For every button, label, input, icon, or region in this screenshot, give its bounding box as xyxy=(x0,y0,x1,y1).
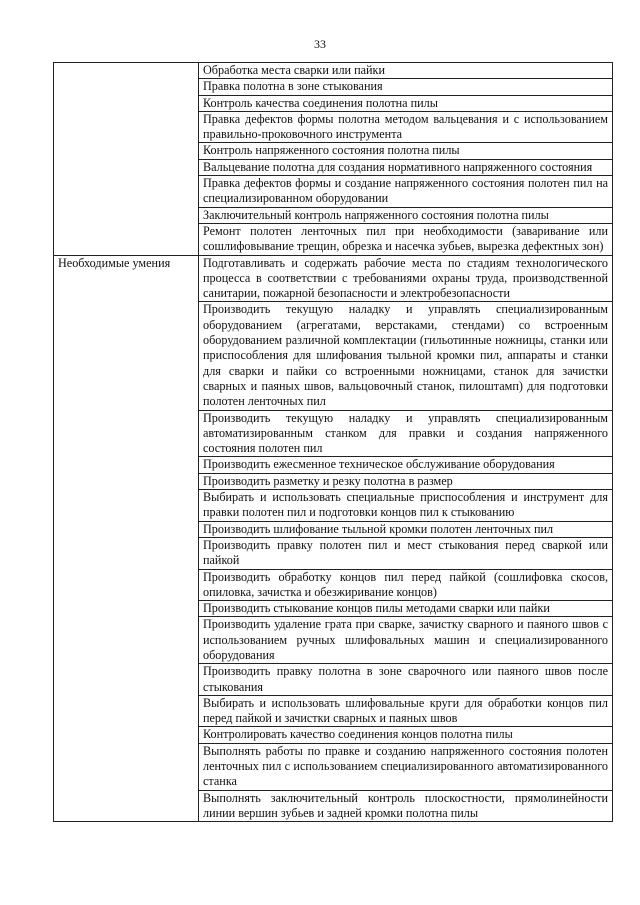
category-cell-empty xyxy=(54,63,199,256)
competency-table xyxy=(53,62,613,822)
item-cell: Производить удаление грата при сварке, зачистку сварного и паяного швов с использованием ручных шлифовальных машин и специализированного оборудования xyxy=(199,617,613,664)
table-row xyxy=(54,63,613,79)
item-cell: Вальцевание полотна для создания нормативного напряженного состояния xyxy=(199,159,613,175)
category-cell: Необходимые умения xyxy=(54,255,199,822)
item-cell: Правка дефектов формы и создание напряженного состояния полотен пил на специализированном оборудовании xyxy=(199,176,613,208)
table-row xyxy=(54,255,613,302)
item-cell: Контролировать качество соединения концов полотна пилы xyxy=(199,727,613,743)
table-body xyxy=(54,63,613,822)
item-cell: Производить обработку концов пил перед пайкой (сошлифовка скосов, опиловка, зачистка и обезжиривание концов) xyxy=(199,569,613,601)
item-cell: Производить стыкование концов пилы методами сварки или пайки xyxy=(199,601,613,617)
item-cell: Подготавливать и содержать рабочие места по стадиям технологического процесса в соответствии с требованиями охраны труда, производственной санитарии, пожарной безопасности и электробезопасности xyxy=(199,255,613,302)
item-cell: Производить шлифование тыльной кромки полотен ленточных пил xyxy=(199,521,613,537)
page-number: 33 xyxy=(314,37,326,51)
item-cell: Контроль качества соединения полотна пилы xyxy=(199,95,613,111)
item-cell: Производить правку полотна в зоне сварочного или паяного швов после стыкования xyxy=(199,664,613,696)
item-cell: Правка дефектов формы полотна методом вальцевания и с использованием правильно-проковочного инструмента xyxy=(199,111,613,143)
item-cell: Производить текущую наладку и управлять специализированным автоматизированным станком для правки и создания напряженного состояния полотен пил xyxy=(199,410,613,457)
item-cell: Производить правку полотен пил и мест стыкования перед сваркой или пайкой xyxy=(199,537,613,569)
item-cell: Производить разметку и резку полотна в размер xyxy=(199,473,613,489)
item-cell: Контроль напряженного состояния полотна пилы xyxy=(199,143,613,159)
item-cell: Ремонт полотен ленточных пил при необходимости (заваривание или сошлифовывание трещин, обрезка и насечка зубьев, вырезка дефектных зон) xyxy=(199,223,613,255)
item-cell: Выполнять заключительный контроль плоскостности, прямолинейности линии вершин зубьев и задней кромки полотна пилы xyxy=(199,790,613,822)
item-cell: Обработка места сварки или пайки xyxy=(199,63,613,79)
item-cell: Выбирать и использовать специальные приспособления и инструмент для правки полотен пил и подготовки концов пил к стыкованию xyxy=(199,490,613,522)
item-cell: Выполнять работы по правке и созданию напряженного состояния полотен ленточных пил с использованием специализированного автоматизированного станка xyxy=(199,743,613,790)
item-cell: Правка полотна в зоне стыкования xyxy=(199,79,613,95)
item-cell: Выбирать и использовать шлифовальные круги для обработки концов пил перед пайкой и зачистки сварных и паяных швов xyxy=(199,695,613,727)
item-cell: Производить текущую наладку и управлять специализированным оборудованием (агрегатами, верстаками, стендами) со встроенным оборудованием различной комплектации (гильотинные ножницы, станки или приспособления для шлифования тыльной кромки пил, аппараты и станки для сварки и пайки со встроенными ножницами, станок для зачистки сварных и паяных швов, вальцовочный станок, пилоштамп) для подготовки полотен ленточных пил xyxy=(199,302,613,410)
item-cell: Заключительный контроль напряженного состояния полотна пилы xyxy=(199,207,613,223)
item-cell: Производить ежесменное техническое обслуживание оборудования xyxy=(199,457,613,473)
